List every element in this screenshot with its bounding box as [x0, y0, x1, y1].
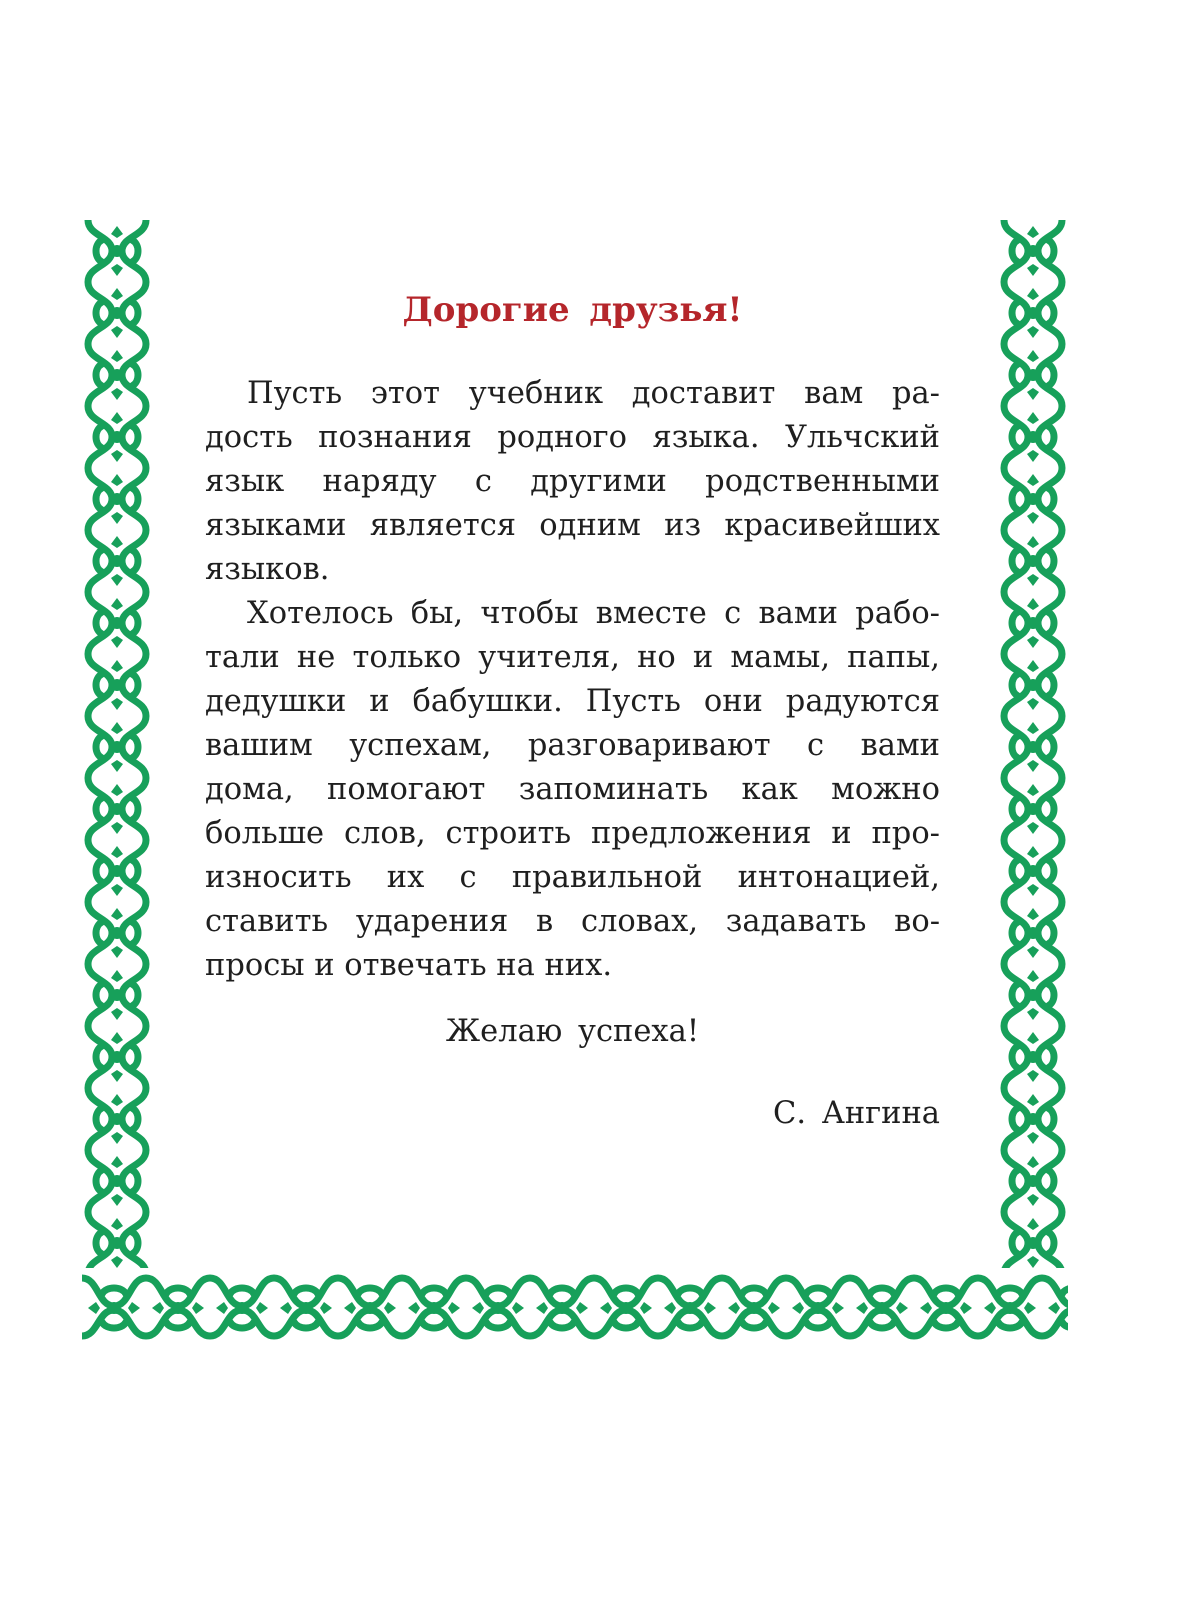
author-signature: С. Ангина: [773, 1096, 940, 1131]
letter-content: [205, 290, 940, 1140]
ornament-right-svg: [998, 220, 1068, 1345]
paragraph-line: дость познания родного языка. Ульчский: [205, 420, 940, 455]
paragraph-line: языками является одним из красивейших: [205, 508, 940, 543]
paragraph-line: языков.: [205, 552, 330, 587]
paragraph-line: износить их с правильной интонацией,: [205, 860, 940, 895]
paragraph-line: вашим успехам, разговаривают с вами: [205, 728, 940, 763]
paragraph-line: тали не только учителя, но и мамы, папы,: [205, 640, 940, 675]
closing-wish: Желаю успеха!: [445, 1014, 700, 1049]
paragraph-line: ставить ударения в словах, задавать во-: [205, 904, 940, 939]
paragraph-2: [205, 592, 940, 988]
ornament-left-svg: [82, 220, 152, 1345]
paragraph-line: Пусть этот учебник доставит вам ра-: [247, 376, 940, 411]
ornament-border-bottom: [82, 1268, 1068, 1345]
paragraph-line: Хотелось бы, чтобы вместе с вами рабо-: [247, 596, 940, 631]
ornament-border-right: [998, 220, 1068, 1345]
paragraph-line: язык наряду с другими родственными: [205, 464, 940, 499]
paragraph-line: дедушки и бабушки. Пусть они радуются: [205, 684, 940, 719]
paragraph-line: просы и отвечать на них.: [205, 948, 613, 983]
ornament-bottom-svg: [82, 1268, 1068, 1345]
paragraph-line: больше слов, строить предложения и про-: [205, 816, 940, 851]
paragraph-line: дома, помогают запоминать как можно: [205, 772, 940, 807]
letter-title: Дорогие друзья!: [402, 290, 743, 330]
paragraph-1: [205, 372, 940, 592]
ornament-border-left: [82, 220, 152, 1345]
